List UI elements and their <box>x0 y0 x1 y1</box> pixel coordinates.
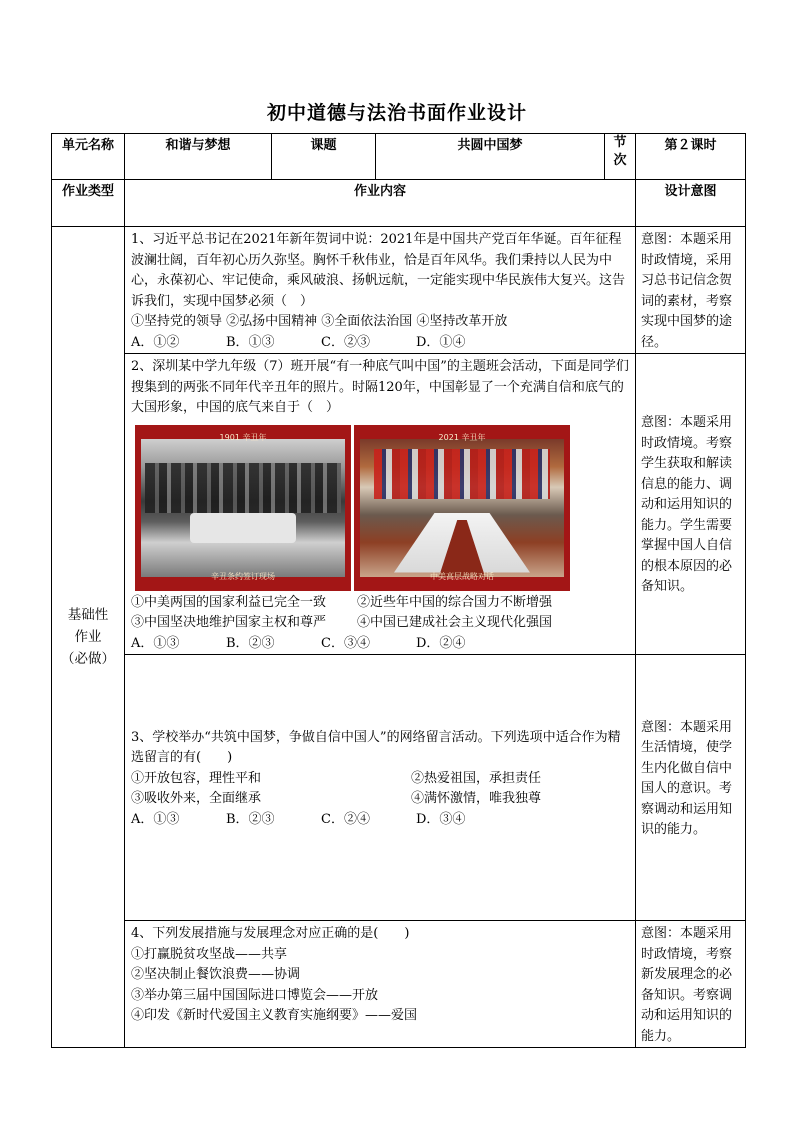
homework-table <box>51 133 746 1048</box>
intent-label: 设计意图 <box>636 180 746 227</box>
photo-2021 <box>354 425 570 591</box>
q3-answer-b: B．②③ <box>226 811 275 827</box>
q2-answers <box>131 634 629 655</box>
q2-intent: 意图：本题采用时政情境。考察学生获取和解读信息的能力、调动和运用知识的能力。学生需要掌握中国人自信的根本原因的必备知识。 <box>636 354 746 655</box>
question-1 <box>125 227 636 354</box>
category-line3: （必做） <box>61 651 115 667</box>
q2-option-2: ②近些年中国的综合国力不断增强 <box>357 594 553 610</box>
q1-answer-a: A．①② <box>131 334 180 350</box>
category-line2: 作业 <box>74 629 102 645</box>
q3-answer-c: C．②④ <box>321 811 370 827</box>
q2-option-4: ④中国已建成社会主义现代化强国 <box>357 615 553 630</box>
q3-intent: 意图：本题采用生活情境，使学生内化做自信中国人的意识。考察调动和运用知识的能力。 <box>636 655 746 921</box>
q2-answer-d: D．②④ <box>416 635 466 651</box>
q4-line-3: ③举办第三届中国国际进口博览会——开放 <box>131 987 379 1003</box>
q3-answers <box>131 810 629 831</box>
lesson-value: 共圆中国梦 <box>376 134 605 180</box>
lesson-label: 课题 <box>272 134 376 180</box>
page-title: 初中道德与法治书面作业设计 <box>266 102 527 124</box>
q1-answer-c: C．②③ <box>321 334 370 350</box>
question-4 <box>125 921 636 1048</box>
unit-label: 单元名称 <box>52 134 125 180</box>
q3-option-1: ①开放包容，理性平和 <box>131 770 262 786</box>
q4-stem: 4、下列发展措施与发展理念对应正确的是( ) <box>131 926 410 941</box>
q4-line-4: ④印发《新时代爱国主义教育实施纲要》——爱国 <box>131 1008 418 1023</box>
q1-answers <box>131 333 629 354</box>
question-2 <box>125 354 636 655</box>
section-value: 第２课时 <box>636 134 746 180</box>
content-label: 作业内容 <box>125 180 636 227</box>
category-line1: 基础性 <box>67 607 109 623</box>
q4-line-2: ②坚决制止餐饮浪费——协调 <box>131 967 301 982</box>
unit-value: 和谐与梦想 <box>125 134 272 180</box>
q2-options-row2 <box>131 613 629 634</box>
photo-1901-caption-top: 1901 辛丑年 <box>219 432 267 442</box>
q2-option-3: ③中国坚决地维护国家主权和尊严 <box>131 615 327 630</box>
photo-2021-caption-bottom: 中美高层战略对话 <box>430 572 494 581</box>
q4-intent: 意图：本题采用时政情境，考察新发展理念的必备知识。考察调动和运用知识的能力。 <box>636 921 746 1048</box>
q3-answer-d: D．③④ <box>416 811 466 827</box>
q2-answer-c: C．③④ <box>321 635 370 651</box>
q4-line-1: ①打赢脱贫攻坚战——共享 <box>131 946 288 962</box>
q3-options-row1 <box>131 769 629 790</box>
q2-answer-b: B．②③ <box>226 635 275 651</box>
q1-stem: 1、习近平总书记在2021年新年贺词中说：2021年是中国共产党百年华诞。百年征程波澜壮阔，百年初心历久弥坚。胸怀千秋伟业，恰是百年风华。我们秉持以人民为中心，永葆初心、牢记使命，乘风破浪、扬帆远航，一定能实现中华民族伟大复兴。这告诉我们，实现中国梦必须（ ） <box>131 232 626 309</box>
photo-1901-caption-bottom: 辛丑条约签订现场 <box>211 572 275 581</box>
q3-option-2: ②热爱祖国，承担责任 <box>411 770 542 786</box>
type-label: 作业类型 <box>52 180 125 227</box>
q3-option-4: ④满怀激情，唯我独尊 <box>411 791 542 807</box>
q2-stem: 2、深圳某中学九年级（7）班开展“有一种底气叫中国”的主题班会活动，下面是同学们搜集到的两张不同年代辛丑年的照片。时隔120年，中国彰显了一个充满自信和底气的大国形象，中国的底气来自于（ ） <box>131 359 629 415</box>
q3-stem: 3、学校举办“共筑中国梦，争做自信中国人”的网络留言活动。下列选项中适合作为精选留言的有( ) <box>131 729 621 766</box>
q1-answer-b: B．①③ <box>226 334 275 350</box>
question-3 <box>125 655 636 921</box>
photo-1901 <box>135 425 351 591</box>
q1-answer-d: D．①④ <box>416 334 466 350</box>
q2-photos <box>135 425 629 591</box>
q3-answer-a: A．①③ <box>131 811 180 827</box>
q3-option-3: ③吸收外来，全面继承 <box>131 791 262 807</box>
q3-options-row2 <box>131 789 629 810</box>
photo-2021-caption-top: 2021 辛丑年 <box>438 432 486 442</box>
q2-answer-a: A．①③ <box>131 635 180 651</box>
q1-intent: 意图：本题采用时政情境，采用习总书记信念贺词的素材，考察实现中国梦的途径。 <box>636 227 746 354</box>
q2-option-1: ①中美两国的国家利益已完全一致 <box>131 594 327 610</box>
q2-options-row1 <box>131 593 629 614</box>
q1-options: ①坚持党的领导 ②弘扬中国精神 ③全面依法治国 ④坚持改革开放 <box>131 314 508 329</box>
section-label: 节次 <box>605 134 636 180</box>
category-cell <box>52 227 125 1048</box>
